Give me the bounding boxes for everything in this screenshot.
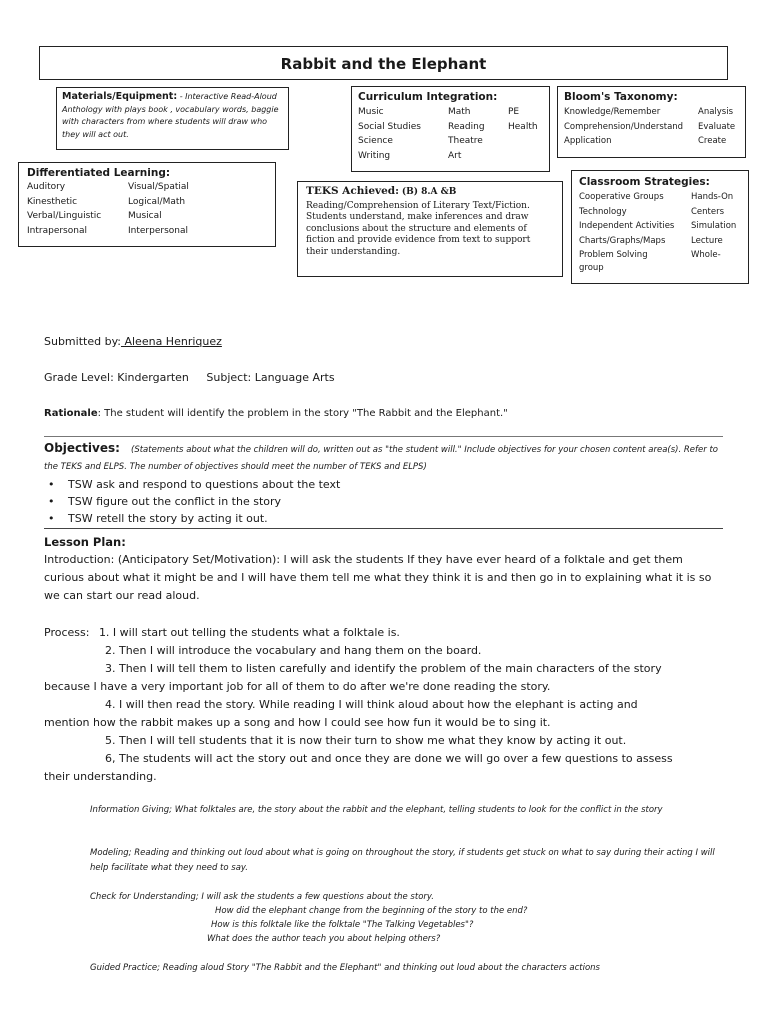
grade-line bbox=[44, 369, 335, 387]
divider bbox=[44, 436, 723, 437]
process-step: 4. I will then read the story. While reading I will think aloud about how the elephant is acting and bbox=[105, 698, 638, 711]
submitted-line bbox=[44, 333, 222, 351]
teks-box bbox=[297, 181, 563, 277]
question-3: What does the author teach you about helping others? bbox=[207, 934, 441, 944]
curriculum-item bbox=[508, 149, 548, 164]
teks-text: Reading/Comprehension of Literary Text/Fiction. Students understand, make inferences and draw conclusions about the structure and elements of fiction and provide evidence from text to support their understanding. bbox=[306, 200, 531, 257]
process-step: 5. Then I will tell students that it is now their turn to show me what they know by acting it out. bbox=[105, 734, 627, 747]
blooms-item: Application bbox=[564, 136, 612, 146]
teks-code: (B) 8.A &B bbox=[401, 187, 457, 197]
blooms-grid bbox=[564, 105, 739, 149]
strategies-item: group bbox=[579, 262, 604, 273]
blooms-heading: Bloom's Taxonomy: bbox=[564, 91, 678, 103]
strategies-heading: Classroom Strategies: bbox=[579, 176, 710, 188]
objectives-section bbox=[44, 440, 724, 527]
differentiated-item: Kinesthetic bbox=[27, 196, 78, 207]
check-understanding: Check for Understanding; I will ask the students a few questions about the story. bbox=[90, 892, 434, 902]
question-1: How did the elephant change from the beginning of the story to the end? bbox=[215, 906, 528, 916]
curriculum-item: Music bbox=[358, 107, 384, 117]
differentiated-item: Auditory bbox=[27, 182, 66, 192]
blooms-box bbox=[557, 86, 746, 158]
curriculum-item bbox=[508, 134, 548, 149]
strategies-item: Technology bbox=[579, 206, 627, 217]
subject: Subject: Language Arts bbox=[206, 371, 335, 384]
process-step: 2. Then I will introduce the vocabulary and hang them on the board. bbox=[105, 644, 482, 657]
question-2: How is this folktale like the folktale "The Talking Vegetables"? bbox=[211, 920, 474, 930]
curriculum-item: Social Studies bbox=[358, 121, 421, 132]
objective-item: • TSW retell the story by acting it out. bbox=[44, 510, 724, 527]
differentiated-grid bbox=[27, 180, 267, 238]
strategies-item: Problem Solving bbox=[579, 250, 648, 260]
page-title: Rabbit and the Elephant bbox=[280, 55, 487, 73]
blooms-item: Knowledge/Remember bbox=[564, 107, 661, 117]
differentiated-item: Verbal/Linguistic bbox=[27, 211, 102, 221]
objective-item: • TSW ask and respond to questions about the text bbox=[44, 476, 724, 493]
differentiated-item: Interpersonal bbox=[128, 225, 188, 236]
teks-heading: TEKS Achieved: bbox=[306, 185, 400, 197]
curriculum-item: Writing bbox=[358, 150, 391, 161]
process-step: mention how the rabbit makes up a song and how I could see how fun it would be to sing it. bbox=[44, 716, 551, 729]
blooms-item: Analysis bbox=[698, 107, 734, 117]
guided-practice: Guided Practice; Reading aloud Story "The Rabbit and the Elephant" and thinking out loud about the characters actions bbox=[90, 963, 600, 973]
differentiated-item: Intrapersonal bbox=[27, 225, 87, 236]
process-step: 6, The students will act the story out and once they are done we will go over a few questions to assess bbox=[105, 752, 673, 765]
curriculum-item: Art bbox=[448, 150, 462, 161]
differentiated-box bbox=[18, 162, 276, 247]
process-section bbox=[44, 624, 724, 786]
differentiated-item: Musical bbox=[128, 211, 162, 221]
curriculum-item: PE bbox=[508, 107, 520, 117]
submitted-label: Submitted by: bbox=[44, 335, 121, 348]
lesson-heading: Lesson Plan: bbox=[44, 535, 126, 549]
blooms-item: Evaluate bbox=[698, 121, 736, 132]
process-step: 3. Then I will tell them to listen carefully and identify the problem of the main characters of the story bbox=[105, 662, 662, 675]
info-giving: Information Giving; What folktales are, the story about the rabbit and the elephant, telling students to look for the conflict in the story bbox=[90, 805, 663, 815]
objective-item: • TSW figure out the conflict in the story bbox=[44, 493, 724, 510]
curriculum-item: Reading bbox=[448, 121, 485, 132]
strategies-item: Cooperative Groups bbox=[579, 192, 664, 202]
differentiated-item: Visual/Spatial bbox=[128, 182, 189, 192]
rationale-text: : The student will identify the problem in the story "The Rabbit and the Elephant." bbox=[97, 408, 508, 419]
curriculum-box bbox=[351, 86, 550, 172]
curriculum-heading: Curriculum Integration: bbox=[358, 91, 498, 103]
divider bbox=[44, 528, 723, 529]
strategies-item: Centers bbox=[691, 206, 725, 217]
strategies-item: Lecture bbox=[691, 235, 723, 246]
strategies-box bbox=[571, 170, 749, 284]
objectives-note: (Statements about what the children will do, written out as "the student will." Include objectives for your chosen content area(s). Refer to the TEKS and ELPS. The number of objectives should meet the number of TEKS and ELPS) bbox=[44, 445, 718, 472]
strategies-item: Simulation bbox=[691, 221, 737, 231]
blooms-item: Create bbox=[698, 136, 727, 146]
lesson-section bbox=[44, 531, 724, 605]
differentiated-heading: Differentiated Learning: bbox=[27, 167, 171, 179]
rationale-label: Rationale bbox=[44, 408, 98, 419]
objectives-heading: Objectives: bbox=[44, 441, 120, 455]
modeling: Modeling; Reading and thinking out loud about what is going on throughout the story, if students get stuck on what to say during their acting I will help facilitate what they need to say. bbox=[90, 848, 715, 873]
rationale-line bbox=[44, 405, 508, 423]
blooms-item: Comprehension/Understand bbox=[564, 121, 684, 132]
strategies-item: Whole- bbox=[691, 250, 721, 260]
curriculum-item: Health bbox=[508, 121, 538, 132]
strategies-item: Independent Activities bbox=[579, 221, 675, 231]
strategies-grid bbox=[579, 190, 741, 263]
curriculum-item: Math bbox=[448, 107, 471, 117]
lesson-intro: Introduction: (Anticipatory Set/Motivation): I will ask the students If they have ever heard of a folktale and get them curious about what it might be and I will have them tell me what they think it is and then go in to explaining what it is so we can start our read aloud. bbox=[44, 553, 712, 602]
process-label: Process: bbox=[44, 626, 90, 639]
process-step: 1. I will start out telling the students what a folktale is. bbox=[98, 626, 400, 639]
curriculum-item: Theatre bbox=[448, 136, 483, 146]
materials-box bbox=[56, 87, 289, 150]
title-box bbox=[39, 46, 728, 80]
curriculum-grid bbox=[358, 105, 543, 163]
strategies-item: Charts/Graphs/Maps bbox=[579, 235, 666, 246]
differentiated-item: Logical/Math bbox=[128, 196, 186, 207]
strategies-item: Hands-On bbox=[691, 192, 734, 202]
curriculum-item: Science bbox=[358, 136, 393, 146]
submitted-name: Aleena Henriquez bbox=[120, 335, 222, 348]
process-step: because I have a very important job for all of them to do after we're done reading the story. bbox=[44, 680, 551, 693]
materials-heading: Materials/Equipment: bbox=[62, 91, 178, 102]
process-step: their understanding. bbox=[44, 770, 157, 783]
objectives-list bbox=[44, 476, 724, 527]
materials-text: - Interactive Read-Aloud Anthology with plays book , vocabulary words, baggie with characters from where students will draw who they will act out. bbox=[62, 92, 279, 139]
grade-level: Grade Level: Kindergarten bbox=[44, 371, 189, 384]
